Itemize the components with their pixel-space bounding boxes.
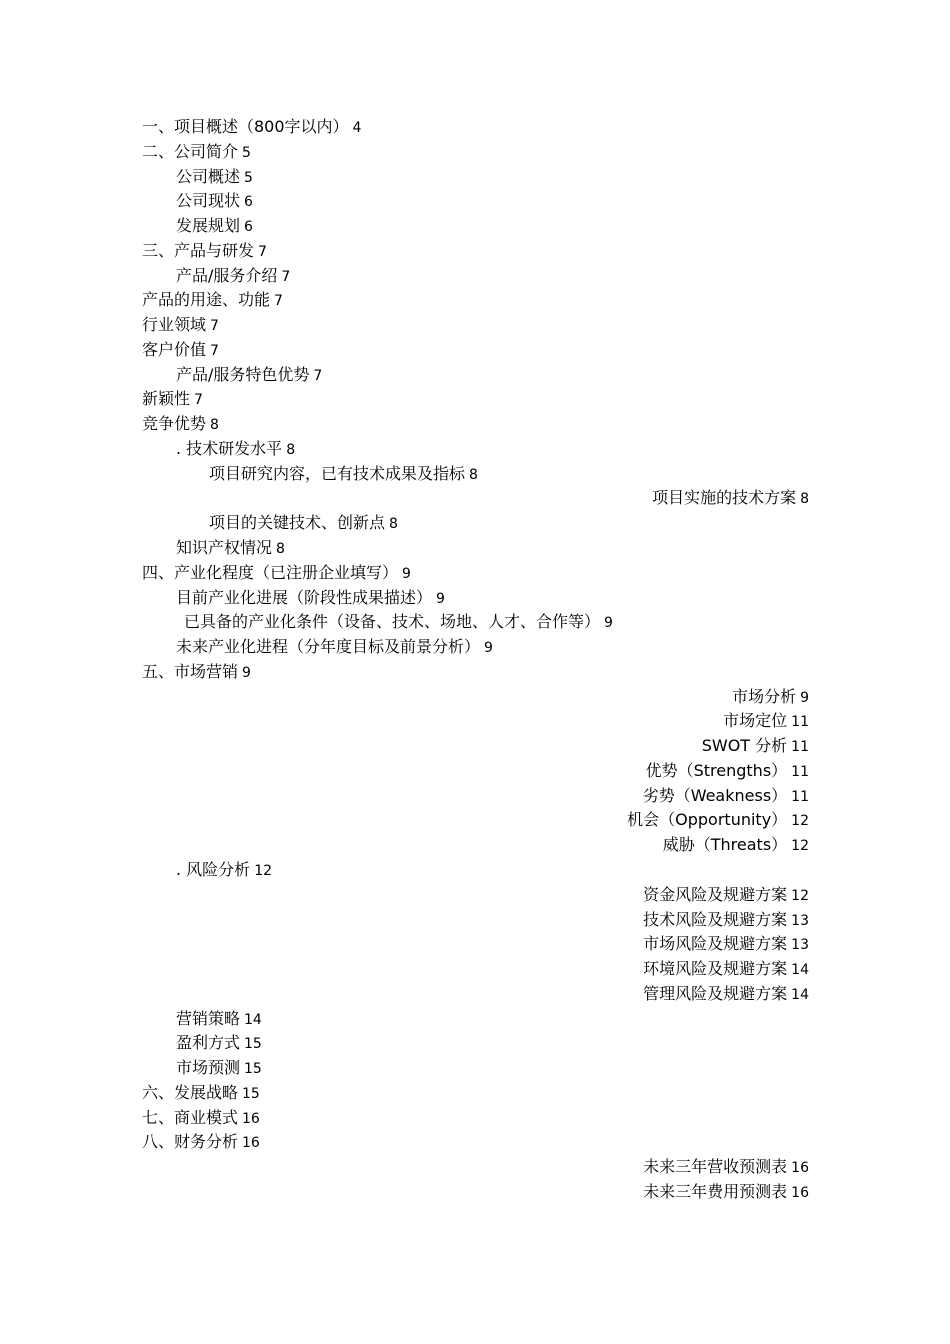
toc-entry-title: 七、商业模式 xyxy=(142,1107,239,1127)
toc-entry[interactable] xyxy=(0,1081,950,1106)
toc-entry-page-number: 7 xyxy=(274,293,283,310)
toc-entry-page-number: 9 xyxy=(402,565,411,582)
toc-entry[interactable] xyxy=(0,363,950,388)
toc-entry-title: 行业领域 xyxy=(142,315,207,335)
toc-entry[interactable] xyxy=(0,586,950,611)
toc-entry[interactable] xyxy=(0,412,950,437)
toc-entry-title: 知识产权情况 xyxy=(176,538,273,558)
toc-entry[interactable] xyxy=(0,387,950,412)
toc-entry[interactable] xyxy=(0,932,950,957)
toc-entry[interactable] xyxy=(0,338,950,363)
toc-entry[interactable] xyxy=(0,635,950,660)
toc-entry-page-number: 12 xyxy=(791,838,809,855)
toc-entry-page-number: 6 xyxy=(244,194,253,211)
toc-entry-page-number: 5 xyxy=(244,169,253,186)
toc-entry-title: 产品/服务特色优势 xyxy=(176,364,310,384)
toc-entry[interactable] xyxy=(0,883,950,908)
toc-entry[interactable] xyxy=(0,759,950,784)
toc-entry-title: 八、财务分析 xyxy=(142,1132,239,1152)
toc-entry-title: 四、产业化程度（已注册企业填写） xyxy=(142,562,399,582)
toc-entry[interactable] xyxy=(0,536,950,561)
toc-entry[interactable] xyxy=(0,288,950,313)
toc-entry-page-number: 16 xyxy=(242,1110,260,1127)
toc-entry-title: 产品/服务介绍 xyxy=(176,265,278,285)
toc-entry[interactable] xyxy=(0,1031,950,1056)
toc-entry-page-number: 8 xyxy=(800,491,809,508)
toc-entry-page-number: 5 xyxy=(242,144,251,161)
toc-entry[interactable] xyxy=(0,511,950,536)
toc-entry-title: 未来产业化进程（分年度目标及前景分析） xyxy=(176,637,481,657)
toc-entry-page-number: 15 xyxy=(244,1061,262,1078)
toc-entry-title: 技术风险及规避方案 xyxy=(643,909,788,929)
toc-entry[interactable] xyxy=(0,437,950,462)
toc-entry[interactable] xyxy=(0,462,950,487)
toc-entry-page-number: 16 xyxy=(242,1135,260,1152)
toc-entry[interactable] xyxy=(0,486,950,511)
toc-entry-title: 二、公司简介 xyxy=(142,141,239,161)
toc-entry-title: 资金风险及规避方案 xyxy=(643,884,788,904)
toc-entry[interactable] xyxy=(0,115,950,140)
toc-entry-title: 一、项目概述（800字以内） xyxy=(142,117,349,136)
toc-entry-title: 新颖性 xyxy=(142,389,191,409)
toc-entry-title: 管理风险及规避方案 xyxy=(643,983,788,1003)
toc-entry-title: 五、市场营销 xyxy=(142,661,239,681)
toc-entry-page-number: 7 xyxy=(258,243,267,260)
toc-entry-page-number: 8 xyxy=(276,541,285,558)
toc-entry-page-number: 7 xyxy=(194,392,203,409)
toc-entry[interactable] xyxy=(0,808,950,833)
toc-entry-page-number: 6 xyxy=(244,219,253,236)
toc-entry[interactable] xyxy=(0,561,950,586)
toc-entry[interactable] xyxy=(0,784,950,809)
toc-entry[interactable] xyxy=(0,1007,950,1032)
toc-entry-page-number: 12 xyxy=(791,813,809,830)
toc-entry-page-number: 4 xyxy=(352,120,362,136)
toc-entry-title: 公司概述 xyxy=(176,166,241,186)
toc-entry-title: 市场风险及规避方案 xyxy=(643,934,788,954)
toc-entry-title: 威胁（Threats） xyxy=(662,835,788,855)
toc-entry-page-number: 9 xyxy=(242,664,251,681)
toc-entry[interactable] xyxy=(0,140,950,165)
toc-entry-title: 发展规划 xyxy=(176,216,241,236)
toc-entry[interactable] xyxy=(0,610,950,635)
toc-entry[interactable] xyxy=(0,908,950,933)
toc-entry-page-number: 11 xyxy=(791,788,809,805)
toc-entry-title: 已具备的产业化条件（设备、技术、场地、人才、合作等） xyxy=(184,612,601,632)
toc-entry-title: 市场预测 xyxy=(176,1058,241,1078)
toc-entry-page-number: 8 xyxy=(389,516,398,533)
toc-entry-page-number: 11 xyxy=(791,763,809,780)
toc-entry-page-number: 8 xyxy=(210,417,219,434)
toc-entry-title: 客户价值 xyxy=(142,339,207,359)
toc-entry[interactable] xyxy=(0,660,950,685)
toc-entry-page-number: 7 xyxy=(281,268,291,285)
toc-entry-page-number: 8 xyxy=(286,441,296,458)
toc-entry-title: 营销策略 xyxy=(176,1008,241,1028)
toc-entry[interactable] xyxy=(0,685,950,710)
toc-entry-title: . 风险分析 xyxy=(176,859,251,879)
toc-entry-title: 盈利方式 xyxy=(176,1033,241,1053)
toc-entry-page-number: 11 xyxy=(791,714,809,731)
toc-entry[interactable] xyxy=(0,734,950,759)
toc-entry-page-number: 13 xyxy=(791,912,809,929)
toc-entry-page-number: 7 xyxy=(210,342,219,359)
toc-entry[interactable] xyxy=(0,1106,950,1131)
toc-entry-title: 竞争优势 xyxy=(142,414,207,434)
toc-entry-page-number: 12 xyxy=(254,862,273,879)
toc-entry-page-number: 14 xyxy=(791,962,809,979)
toc-entry-page-number: 7 xyxy=(313,367,323,384)
toc-entry-title: 六、发展战略 xyxy=(142,1082,239,1102)
toc-entry-page-number: 15 xyxy=(244,1036,262,1053)
toc-entry[interactable] xyxy=(0,1130,950,1155)
toc-entry-page-number: 9 xyxy=(436,590,445,607)
toc-entry-page-number: 16 xyxy=(791,1184,809,1201)
toc-entry-page-number: 9 xyxy=(800,689,809,706)
toc-entry-title: 环境风险及规避方案 xyxy=(643,959,788,979)
toc-entry-page-number: 7 xyxy=(210,318,219,335)
toc-entry-title: 劣势（Weakness） xyxy=(642,785,788,805)
toc-entry-title: . 技术研发水平 xyxy=(176,438,283,458)
toc-entry[interactable] xyxy=(0,165,950,190)
toc-entry-title: 目前产业化进展（阶段性成果描述） xyxy=(176,587,433,607)
toc-entry-title: 未来三年费用预测表 xyxy=(643,1181,788,1201)
toc-entry-page-number: 8 xyxy=(469,466,478,483)
toc-entry-page-number: 14 xyxy=(244,1011,262,1028)
toc-entry-page-number: 12 xyxy=(791,887,809,904)
toc-entry-title: 未来三年营收预测表 xyxy=(643,1157,788,1177)
toc-entry-page-number: 15 xyxy=(242,1085,260,1102)
toc-entry-title: 产品的用途、功能 xyxy=(142,290,271,310)
toc-entry[interactable] xyxy=(0,982,950,1007)
toc-entry-title: 市场分析 xyxy=(732,686,797,706)
toc-entry[interactable] xyxy=(0,313,950,338)
toc-entry[interactable] xyxy=(0,858,950,883)
toc-entry-page-number: 9 xyxy=(484,640,493,657)
toc-entry-title: SWOT 分析 xyxy=(701,736,788,756)
toc-entry[interactable] xyxy=(0,239,950,264)
toc-entry[interactable] xyxy=(0,1155,950,1180)
toc-entry-title: 项目实施的技术方案 xyxy=(652,488,797,508)
toc-entry[interactable] xyxy=(0,957,950,982)
toc-entry-page-number: 16 xyxy=(791,1160,809,1177)
toc-entry[interactable] xyxy=(0,709,950,734)
toc-entry[interactable] xyxy=(0,1056,950,1081)
toc-entry-title: 三、产品与研发 xyxy=(142,240,255,260)
toc-entry-title: 公司现状 xyxy=(176,191,241,211)
toc-entry-page-number: 11 xyxy=(791,739,809,756)
toc-entry-title: 优势（Strengths） xyxy=(645,760,788,780)
toc-entry[interactable] xyxy=(0,189,950,214)
toc-entry[interactable] xyxy=(0,833,950,858)
table-of-contents xyxy=(0,115,950,1205)
toc-entry-title: 市场定位 xyxy=(723,711,788,731)
toc-entry-page-number: 9 xyxy=(604,615,613,632)
toc-entry-title: 机会（Opportunity） xyxy=(627,810,788,830)
toc-entry[interactable] xyxy=(0,264,950,289)
toc-entry-page-number: 13 xyxy=(791,937,809,954)
toc-entry-title: 项目研究内容，已有技术成果及指标 xyxy=(209,463,466,483)
toc-entry[interactable] xyxy=(0,1180,950,1205)
toc-entry-page-number: 14 xyxy=(791,986,809,1003)
toc-entry-title: 项目的关键技术、创新点 xyxy=(209,513,386,533)
toc-entry[interactable] xyxy=(0,214,950,239)
